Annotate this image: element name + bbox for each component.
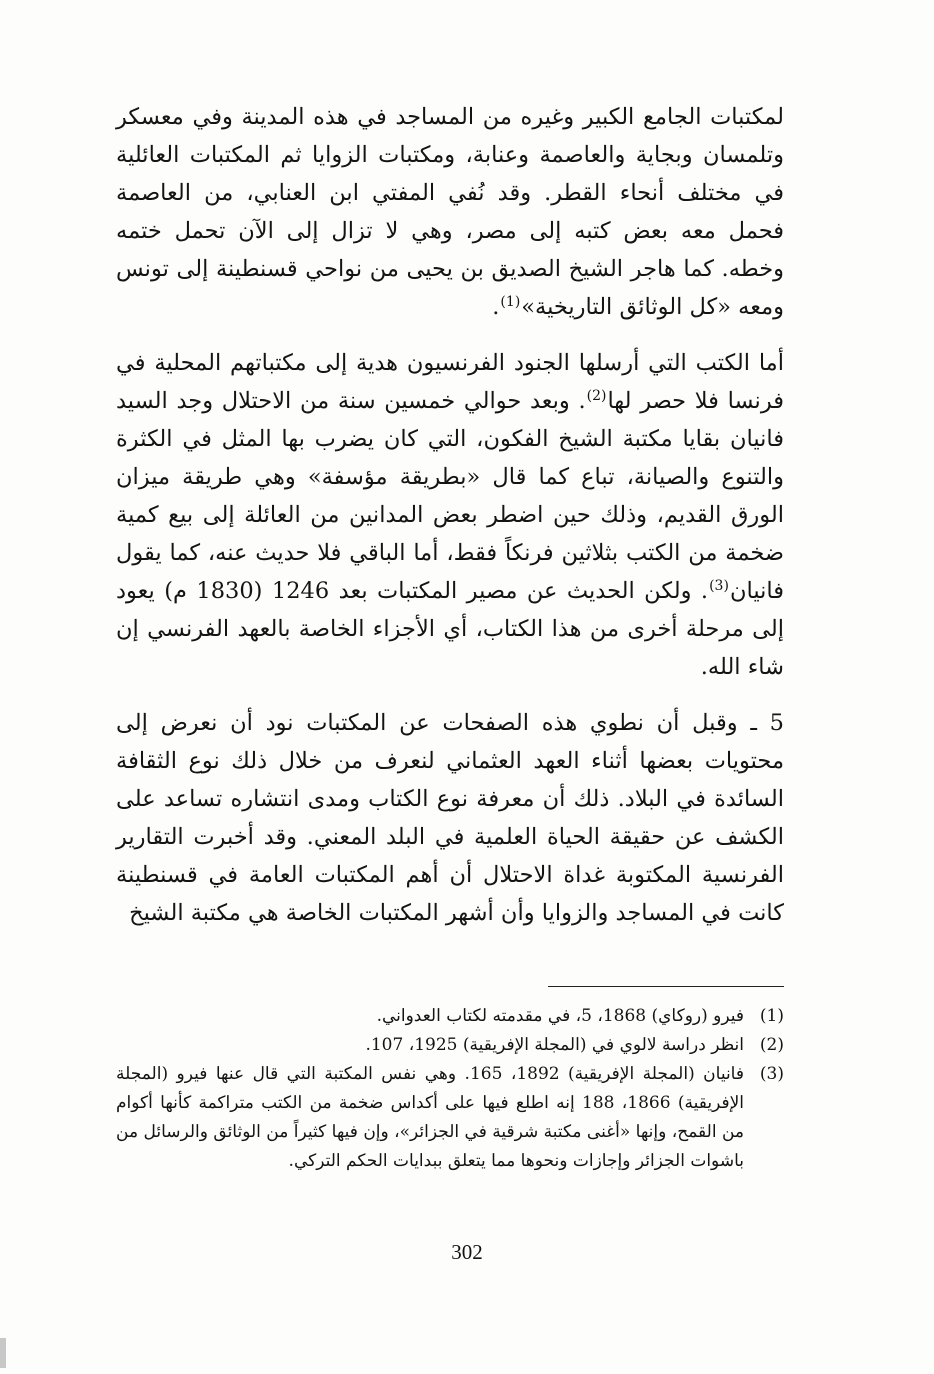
footnote-number: (1): [759, 1006, 784, 1026]
footnote-number: (2): [759, 1035, 784, 1055]
paragraph-1-text: لمكتبات الجامع الكبير وغيره من المساجد في هذه المدينة وفي معسكر وتلمسان وبجاية والعاصمة وعنابة، ومكتبات الزوايا ثم المكتبات العائلية في مختلف أنحاء القطر. وقد نُفي المفتي ابن العنابي، من العاصمة فحمل معه بعض كتبه إلى مصر، وهي لا تزال إلى الآن تحمل ختمه وخطه. كما هاجر الشيخ الصديق بن يحيى من نواحي قسنطينة إلى تونس ومعه «كل الوثائق التاريخية»: [116, 104, 784, 320]
footnote-number: (3): [759, 1064, 784, 1084]
paragraph-2-text-b: . وبعد حوالي خمسين سنة من الاحتلال وجد السيد فانيان بقايا مكتبة الشيخ الفكون، التي كان يضرب بها المثل في الكثرة والتنوع والصيانة، تباع كما قال «بطريقة مؤسفة» وهي طريقة ميزان الورق القديم، وذلك حين اضطر بعض المدانين من العائلة إلى بيع كمية ضخمة من الكتب بثلاثين فرنكاً فقط، أما الباقي فلا حديث عنه، كما يقول فانيان: [116, 388, 784, 604]
footnote-ref-3: (3): [709, 577, 729, 594]
page-number: 302: [451, 1240, 483, 1264]
paragraph-2-text-c: . ولكن الحديث عن مصير المكتبات بعد 1246 (1830 م) يعود إلى مرحلة أخرى من هذا الكتاب، أي الأجزاء الخاصة بالعهد الفرنسي إن شاء الله.: [116, 578, 784, 680]
footnotes: [116, 1002, 784, 1176]
main-text: [116, 98, 784, 932]
paragraph-1: [116, 98, 784, 326]
footnote-separator: [548, 986, 784, 987]
footnote-2: [116, 1031, 784, 1060]
footnote-text: انظر دراسة لالوي في (المجلة الإفريقية) 1925، 107.: [365, 1035, 744, 1055]
scan-edge-mark: [0, 1338, 6, 1368]
paragraph-1-end: .: [492, 294, 500, 320]
paragraph-2: [116, 344, 784, 686]
footnote-ref-2: (2): [586, 387, 607, 404]
paragraph-2-text-a: أما الكتب التي أرسلها الجنود الفرنسيون هدية إلى مكتباتهم المحلية في فرنسا فلا حصر لها: [116, 350, 784, 414]
footnote-text: فيرو (روكاي) 1868، 5، في مقدمته لكتاب العدواني.: [376, 1006, 744, 1026]
footnote-1: [116, 1002, 784, 1031]
footnote-text: فانيان (المجلة الإفريقية) 1892، 165. وهي نفس المكتبة التي قال عنها فيرو (المجلة الإفريقية) 1866، 188 إنه اطلع فيها على أكداس ضخمة من الكتب متراكمة كأنها أكوام من القمح، وإنها «أغنى مكتبة شرقية في الجزائر»، وإن فيها كثيراً من الوثائق والرسائل من باشوات الجزائر وإجازات ونحوها مما يتعلق ببدايات الحكم التركي.: [116, 1064, 745, 1171]
paragraph-3-text: 5 ـ وقبل أن نطوي هذه الصفحات عن المكتبات نود أن نعرض إلى محتويات بعضها أثناء العهد العثماني لنعرف من خلال ذلك نوع الثقافة السائدة في البلاد. ذلك أن معرفة نوع الكتاب ومدى انتشاره تساعد على الكشف عن حقيقة الحياة العلمية في البلد المعني. وقد أخبرت التقارير الفرنسية المكتوبة غداة الاحتلال أن أهم المكتبات العامة في قسنطينة كانت في المساجد والزوايا وأن أشهر المكتبات الخاصة هي مكتبة الشيخ: [116, 710, 784, 926]
footnote-3: [116, 1060, 784, 1176]
paragraph-3: [116, 704, 784, 932]
footnote-ref-1: (1): [500, 293, 521, 310]
